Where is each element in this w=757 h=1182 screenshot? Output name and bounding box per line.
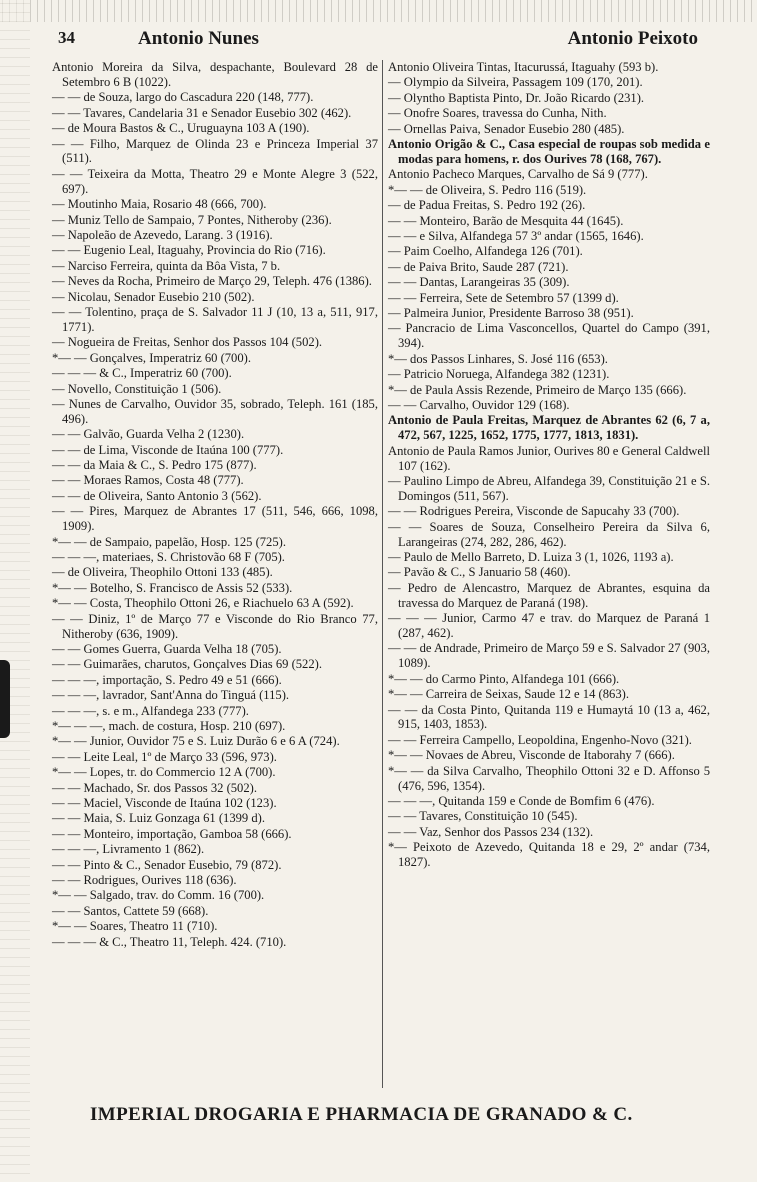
directory-entry: Antonio Pacheco Marques, Carvalho de Sá 9 (777). bbox=[388, 167, 648, 182]
directory-entry: *— — Gonçalves, Imperatriz 60 (700). bbox=[52, 350, 251, 365]
directory-entry: — — Monteiro, importação, Gamboa 58 (666). bbox=[52, 826, 292, 841]
directory-entry: — Olympio da Silveira, Passagem 109 (170, 201). bbox=[388, 75, 643, 90]
directory-entry: — — Santos, Cattete 59 (668). bbox=[52, 903, 209, 918]
directory-entry: — Olyntho Baptista Pinto, Dr. João Ricardo (231). bbox=[388, 90, 645, 105]
left-column bbox=[52, 60, 378, 950]
directory-entry: — — — & C., Imperatriz 60 (700). bbox=[52, 366, 232, 381]
directory-entry: *— — Salgado, trav. do Comm. 16 (700). bbox=[52, 888, 265, 903]
directory-entry: — Moutinho Maia, Rosario 48 (666, 700). bbox=[52, 197, 267, 212]
directory-entry: *— — Novaes de Abreu, Visconde de Itaborahy 7 (666). bbox=[388, 748, 675, 763]
directory-entry: — — da Maia & C., S. Pedro 175 (877). bbox=[52, 458, 257, 473]
directory-entry: — — Gomes Guerra, Guarda Velha 18 (705). bbox=[52, 641, 282, 656]
directory-entry: *— — do Carmo Pinto, Alfandega 101 (666). bbox=[388, 671, 620, 686]
scan-noise-top bbox=[0, 0, 757, 22]
directory-entry: — de Paiva Brito, Saude 287 (721). bbox=[388, 259, 569, 274]
directory-entry: — — Guimarães, charutos, Gonçalves Dias 69 (522). bbox=[52, 657, 322, 672]
directory-entry: — Nogueira de Freitas, Senhor dos Passos 104 (502). bbox=[52, 335, 323, 350]
directory-entry: — Muniz Tello de Sampaio, 7 Pontes, Nitheroby (236). bbox=[52, 212, 332, 227]
directory-entry: — — — Junior, Carmo 47 e trav. do Marquez de Paraná 1 (287, 462). bbox=[388, 611, 710, 641]
directory-entry: — — Machado, Sr. dos Passos 32 (502). bbox=[52, 780, 257, 795]
directory-entry: — — de Oliveira, Santo Antonio 3 (562). bbox=[52, 488, 262, 503]
directory-entry: *— — Costa, Theophilo Ottoni 26, e Riachuelo 63 A (592). bbox=[52, 596, 354, 611]
directory-entry: — — Ferreira, Sete de Setembro 57 (1399 d). bbox=[388, 290, 619, 305]
directory-entry: Antonio Moreira da Silva, despachante, Boulevard 28 de Setembro 6 B (1022). bbox=[52, 60, 378, 89]
directory-entry: — — Rodrigues, Ourives 118 (636). bbox=[52, 873, 237, 888]
directory-entry: — Nunes de Carvalho, Ouvidor 35, sobrado, Teleph. 161 (185, 496). bbox=[52, 396, 378, 426]
directory-entry: *— — de Oliveira, S. Pedro 116 (519). bbox=[388, 182, 587, 197]
directory-entry: — — —, Quitanda 159 e Conde de Bomfim 6 (476). bbox=[388, 794, 655, 808]
directory-entry: *— de Paula Assis Rezende, Primeiro de Março 135 (666). bbox=[388, 382, 687, 397]
directory-entry: — Palmeira Junior, Presidente Barroso 38 (951). bbox=[388, 306, 634, 320]
directory-entry: — — Maciel, Visconde de Itaúna 102 (123). bbox=[52, 796, 277, 810]
directory-entry: — — —, Livramento 1 (862). bbox=[52, 842, 205, 857]
directory-entry: — Patricio Noruega, Alfandega 382 (1231). bbox=[388, 367, 610, 382]
directory-entry: — Paulo de Mello Barreto, D. Luiza 3 (1, 1026, 1193 a). bbox=[388, 550, 674, 564]
directory-entry: — — Rodrigues Pereira, Visconde de Sapucahy 33 (700). bbox=[388, 504, 680, 519]
directory-entry: — Neves da Rocha, Primeiro de Março 29, Teleph. 476 (1386). bbox=[52, 274, 372, 289]
directory-entry: — — Maia, S. Luiz Gonzaga 61 (1399 d). bbox=[52, 811, 265, 826]
directory-entry: *— — Botelho, S. Francisco de Assis 52 (533). bbox=[52, 580, 293, 595]
directory-entry: — — Galvão, Guarda Velha 2 (1230). bbox=[52, 427, 245, 442]
directory-entry: — — Monteiro, Barão de Mesquita 44 (1645). bbox=[388, 213, 624, 228]
directory-entry: — de Oliveira, Theophilo Ottoni 133 (485). bbox=[52, 565, 273, 580]
advertisement-footer: IMPERIAL DROGARIA E PHARMACIA DE GRANADO & C. bbox=[90, 1104, 633, 1125]
directory-entry: — Narciso Ferreira, quinta da Bôa Vista, 7 b. bbox=[52, 258, 281, 273]
directory-entry: — de Padua Freitas, S. Pedro 192 (26). bbox=[388, 198, 586, 213]
directory-entry: — Paim Coelho, Alfandega 126 (701). bbox=[388, 244, 583, 259]
directory-entry: — de Moura Bastos & C., Uruguayna 103 A (190). bbox=[52, 121, 310, 136]
directory-entry: — Pancracio de Lima Vasconcellos, Quartel do Campo (391, 394). bbox=[388, 321, 710, 351]
directory-entry: — — Ferreira Campello, Leopoldina, Engenho-Novo (321). bbox=[388, 732, 692, 747]
directory-entry: — — Pires, Marquez de Abrantes 17 (511, 546, 666, 1098, 1909). bbox=[52, 504, 378, 534]
directory-entry: — Onofre Soares, travessa do Cunha, Nith. bbox=[388, 106, 607, 121]
directory-entry: — — —, s. e m., Alfandega 233 (777). bbox=[52, 703, 249, 718]
directory-entry: — — —, importação, S. Pedro 49 e 51 (666). bbox=[52, 672, 282, 687]
directory-entry: *— dos Passos Linhares, S. José 116 (653). bbox=[388, 351, 608, 366]
directory-entry: Antonio de Paula Ramos Junior, Ourives 80 e General Caldwell 107 (162). bbox=[388, 443, 710, 473]
directory-entry: — — Eugenio Leal, Itaguahy, Provincia do Rio (716). bbox=[52, 243, 326, 258]
directory-entry: — — Diniz, 1º de Março 77 e Visconde do Rio Branco 77, Nitheroby (636, 1909). bbox=[52, 611, 378, 641]
directory-entry: — — Pinto & C., Senador Eusebio, 79 (872). bbox=[52, 857, 282, 872]
directory-entry: *— Peixoto de Azevedo, Quitanda 18 e 29, 2º andar (734, 1827). bbox=[388, 840, 710, 870]
column-divider bbox=[382, 60, 383, 1088]
directory-entry: — Napoleão de Azevedo, Larang. 3 (1916). bbox=[52, 227, 273, 242]
page-header bbox=[58, 28, 708, 54]
directory-entry: — — de Souza, largo do Cascadura 220 (148, 777). bbox=[52, 90, 314, 105]
running-head-left: Antonio Nunes bbox=[138, 28, 259, 49]
directory-entry: — Pavão & C., S Januario 58 (460). bbox=[388, 565, 571, 580]
directory-entry: — Ornellas Paiva, Senador Eusebio 280 (485). bbox=[388, 121, 625, 136]
directory-entry: — — Leite Leal, 1º de Março 33 (596, 973). bbox=[52, 749, 277, 764]
binding-mark bbox=[0, 660, 10, 738]
scan-noise-edge bbox=[0, 0, 30, 1182]
directory-entry: *— — Carreira de Seixas, Saude 12 e 14 (863). bbox=[388, 687, 629, 702]
running-head-right: Antonio Peixoto bbox=[567, 28, 698, 49]
directory-entry: — — de Lima, Visconde de Itaúna 100 (777). bbox=[52, 442, 284, 457]
directory-entry: — — Tolentino, praça de S. Salvador 11 J (10, 13 a, 511, 917, 1771). bbox=[52, 305, 378, 334]
directory-entry: — — Carvalho, Ouvidor 129 (168). bbox=[388, 397, 570, 412]
directory-entry: Antonio de Paula Freitas, Marquez de Abrantes 62 (6, 7 a, 472, 567, 1225, 1652, 1775, 1777, 1813, 1831). bbox=[388, 413, 710, 443]
directory-entry: — Pedro de Alencastro, Marquez de Abrantes, esquina da travessa do Marquez de Paraná (198). bbox=[388, 580, 710, 610]
directory-entry: — — Dantas, Larangeiras 35 (309). bbox=[388, 275, 570, 290]
directory-entry: — — Teixeira da Motta, Theatro 29 e Monte Alegre 3 (522, 697). bbox=[52, 166, 378, 196]
directory-entry: Antonio Origão & C., Casa especial de roupas sob medida e modas para homens, r. dos Ourives 78 (168, 767). bbox=[388, 137, 710, 166]
directory-entry: — — Soares de Souza, Conselheiro Pereira da Silva 6, Larangeiras (274, 282, 286, 462). bbox=[388, 519, 710, 549]
directory-entry: *— — Lopes, tr. do Commercio 12 A (700). bbox=[52, 765, 276, 780]
directory-entry: *— — —, mach. de costura, Hosp. 210 (697). bbox=[52, 718, 286, 733]
right-column bbox=[388, 60, 710, 871]
directory-entry: — — Vaz, Senhor dos Passos 234 (132). bbox=[388, 824, 594, 839]
directory-entry: — — —, materiaes, S. Christovão 68 F (705). bbox=[52, 550, 285, 564]
directory-entry: — — da Costa Pinto, Quitanda 119 e Humaytá 10 (13 a, 462, 915, 1403, 1853). bbox=[388, 702, 710, 732]
directory-entry: — — Tavares, Constituição 10 (545). bbox=[388, 809, 578, 824]
directory-entry: Antonio Oliveira Tintas, Itacurussá, Itaguahy (593 b). bbox=[388, 60, 659, 74]
directory-entry: *— — da Silva Carvalho, Theophilo Ottoni 32 e D. Affonso 5 (476, 596, 1354). bbox=[388, 763, 710, 793]
directory-entry: *— — Soares, Theatro 11 (710). bbox=[52, 919, 218, 934]
directory-entry: — Nicolau, Senador Eusebio 210 (502). bbox=[52, 289, 255, 304]
directory-entry: *— — Junior, Ouvidor 75 e S. Luiz Durão 6 e 6 A (724). bbox=[52, 734, 340, 749]
directory-entry: — — Tavares, Candelaria 31 e Senador Eusebio 302 (462). bbox=[52, 105, 352, 120]
page-number: 34 bbox=[58, 28, 75, 47]
directory-entry: — — — & C., Theatro 11, Teleph. 424. (710). bbox=[52, 934, 287, 949]
directory-entry: — — e Silva, Alfandega 57 3º andar (1565, 1646). bbox=[388, 228, 644, 243]
directory-entry: — — Moraes Ramos, Costa 48 (777). bbox=[52, 473, 244, 488]
directory-entry: — — de Andrade, Primeiro de Março 59 e S. Salvador 27 (903, 1089). bbox=[388, 641, 710, 671]
directory-entry: — — —, lavrador, Sant'Anna do Tinguá (115). bbox=[52, 688, 290, 703]
directory-entry: *— — de Sampaio, papelão, Hosp. 125 (725). bbox=[52, 534, 286, 549]
directory-entry: — — Filho, Marquez de Olinda 23 e Princeza Imperial 37 (511). bbox=[52, 136, 378, 166]
directory-entry: — Paulino Limpo de Abreu, Alfandega 39, Constituição 21 e S. Domingos (511, 567). bbox=[388, 473, 710, 503]
directory-entry: — Novello, Constituição 1 (506). bbox=[52, 381, 222, 396]
